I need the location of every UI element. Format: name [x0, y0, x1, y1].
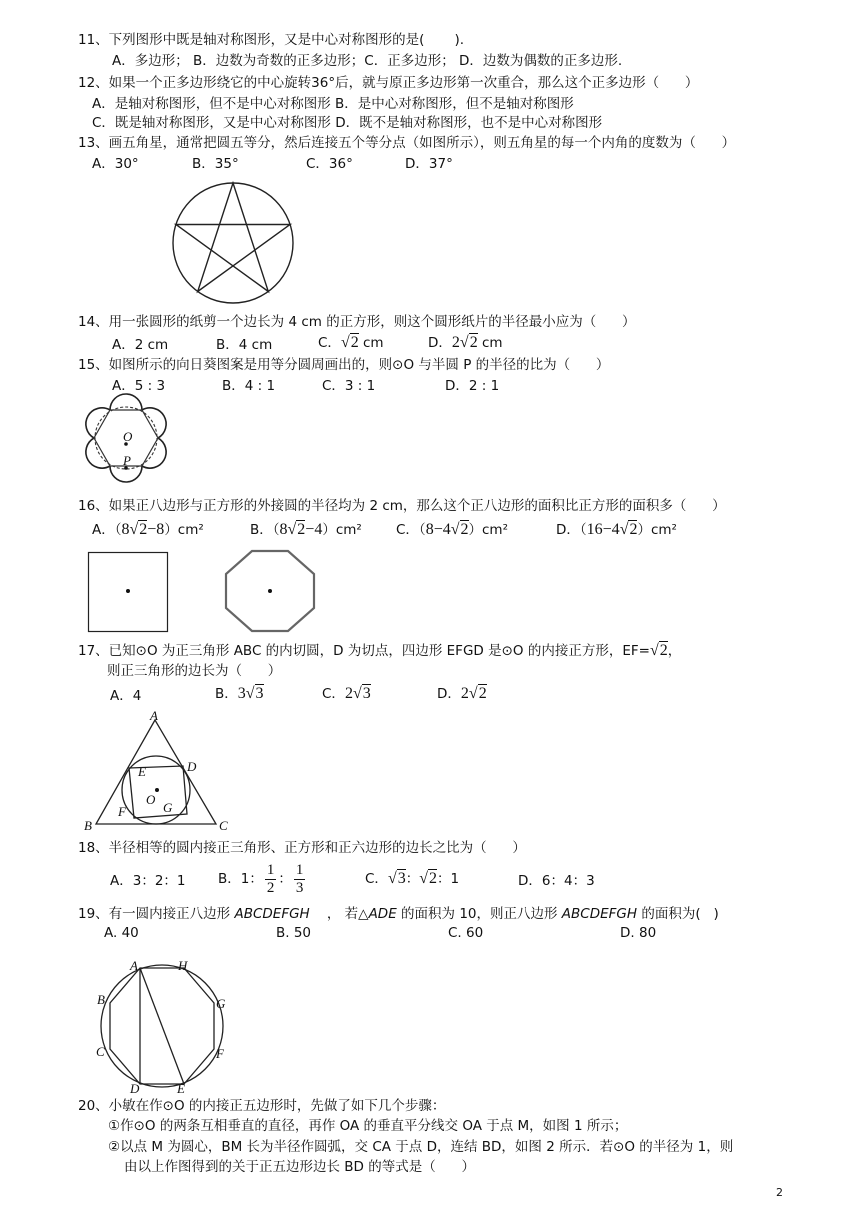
q18-option-a: A．3：2：1 [110, 873, 186, 889]
q17-stem: 17、已知⊙O 为正三角形 ABC 的内切圆，D 为切点，四边形 EFGD 是⊙O 的内接正方形，EF=√2， [78, 642, 682, 659]
q17-option-b: B．3√3 [215, 685, 264, 702]
q15-option-c: C．3 : 1 [322, 378, 376, 394]
q16-option-c: C．（8−4√2）cm² [396, 521, 508, 538]
q13-option-a: A．30° [92, 156, 139, 172]
label-a: A [130, 958, 138, 973]
q14-option-d: D．2√2 cm [428, 334, 503, 351]
label-f: F [118, 804, 126, 819]
label-c: C [96, 1044, 105, 1059]
q12-stem: 12、如果一个正多边形绕它的中心旋转36°后，就与原正多边形第一次重合，那么这个正多边形（ ） [78, 75, 699, 91]
q13-option-c: C．36° [306, 156, 353, 172]
q18-option-b: B．1： $\frac{1}{2}$ ： $\frac{1}{3}$ [218, 861, 304, 896]
q14-option-b: B．4 cm [216, 337, 273, 353]
q18-option-d: D．6：4：3 [518, 873, 595, 889]
q17-stem-line2: 则正三角形的边长为（ ） [107, 663, 282, 679]
label-g: G [163, 800, 173, 815]
label-c: C [219, 818, 228, 833]
label-a: A [150, 708, 158, 723]
label-g: G [216, 996, 226, 1011]
q16-option-d: D．（16−4√2）cm² [556, 521, 677, 538]
q19-option-d: D. 80 [620, 925, 657, 941]
sunflower-figure [80, 398, 172, 482]
q15-option-d: D．2 : 1 [445, 378, 500, 394]
q20-stem: 20、小敏在作⊙O 的内接正五边形时，先做了如下几个步骤： [78, 1098, 446, 1114]
q19-option-c: C. 60 [448, 925, 484, 941]
q16-stem: 16、如果正八边形与正方形的外接圆的半径均为 2 cm，那么这个正八边形的面积比正方形的面积多（ ） [78, 498, 726, 514]
label-e: E [177, 1081, 185, 1096]
q14-option-a: A．2 cm [112, 337, 169, 353]
label-h: H [178, 958, 188, 973]
q15-stem: 15、如图所示的向日葵图案是用等分圆周画出的，则⊙O 与半圆 P 的半径的比为（ ） [78, 357, 610, 373]
q13-option-d: D．37° [405, 156, 453, 172]
label-p: P [123, 453, 131, 468]
q15-option-a: A．5 : 3 [112, 378, 166, 394]
label-e: E [138, 764, 146, 779]
label-f: F [216, 1046, 224, 1061]
q20-step3: 由以上作图得到的关于正五边形边长 BD 的等式是（ ） [124, 1159, 475, 1175]
q14-stem: 14、用一张圆形的纸剪一个边长为 4 cm 的正方形，则这个圆形纸片的半径最小应为（ ） [78, 314, 636, 330]
q17-option-c: C．2√3 [322, 685, 371, 702]
q17-option-d: D．2√2 [437, 685, 487, 702]
q20-step1: ①作⊙O 的两条互相垂直的直径，再作 OA 的垂直平分线交 OA 于点 M，如图 1 所示； [108, 1118, 628, 1134]
label-o: O [123, 429, 133, 444]
q20-step2: ②以点 M 为圆心，BM 长为半径作圆弧，交 CA 于点 D，连结 BD，如图 2 所示．若⊙O 的半径为 1，则 [108, 1139, 734, 1155]
q17-option-a: A．4 [110, 688, 142, 704]
label-b: B [97, 992, 105, 1007]
q16-option-b: B．（8√2−4）cm² [250, 521, 362, 538]
octagon-circle-figure [92, 956, 240, 1094]
q19-option-a: A. 40 [104, 925, 139, 941]
q12-options-cd: C．既是轴对称图形，又是中心对称图形 D．既不是轴对称图形，也不是中心对称图形 [92, 115, 603, 131]
q18-option-c: C．√3：√2：1 [365, 870, 460, 887]
q19-option-b: B. 50 [276, 925, 312, 941]
q16-option-a: A．（8√2−8）cm² [92, 521, 204, 538]
q13-option-b: B．35° [192, 156, 239, 172]
label-d: D [187, 759, 197, 774]
q11-stem: 11、下列图形中既是轴对称图形，又是中心对称图形的是( ). [78, 32, 465, 48]
triangle-incircle-figure [82, 708, 242, 834]
label-d: D [130, 1081, 140, 1096]
q11-options: A．多边形； B．边数为奇数的正多边形；C．正多边形； D．边数为偶数的正多边形. [112, 53, 623, 69]
q15-option-b: B．4 : 1 [222, 378, 276, 394]
square-figure [88, 552, 168, 632]
q12-options-ab: A．是轴对称图形，但不是中心对称图形 B．是中心对称图形，但不是轴对称图形 [92, 96, 574, 112]
q18-stem: 18、半径相等的圆内接正三角形、正方形和正六边形的边长之比为（ ） [78, 840, 526, 856]
label-b: B [84, 818, 92, 833]
q19-stem: 19、有一圆内接正八边形 ABCDEFGH ， 若△ADE 的面积为 10，则正八边形 ABCDEFGH 的面积为( ) [78, 906, 719, 922]
label-o: O [146, 792, 156, 807]
page-number: 2 [776, 1186, 783, 1199]
octagon-figure [225, 550, 315, 632]
q14-option-c: C．√2 cm [318, 334, 384, 351]
pentagram-figure [170, 180, 296, 306]
q13-stem: 13、画五角星，通常把圆五等分，然后连接五个等分点（如图所示），则五角星的每一个内角的度数为（ ） [78, 135, 736, 151]
